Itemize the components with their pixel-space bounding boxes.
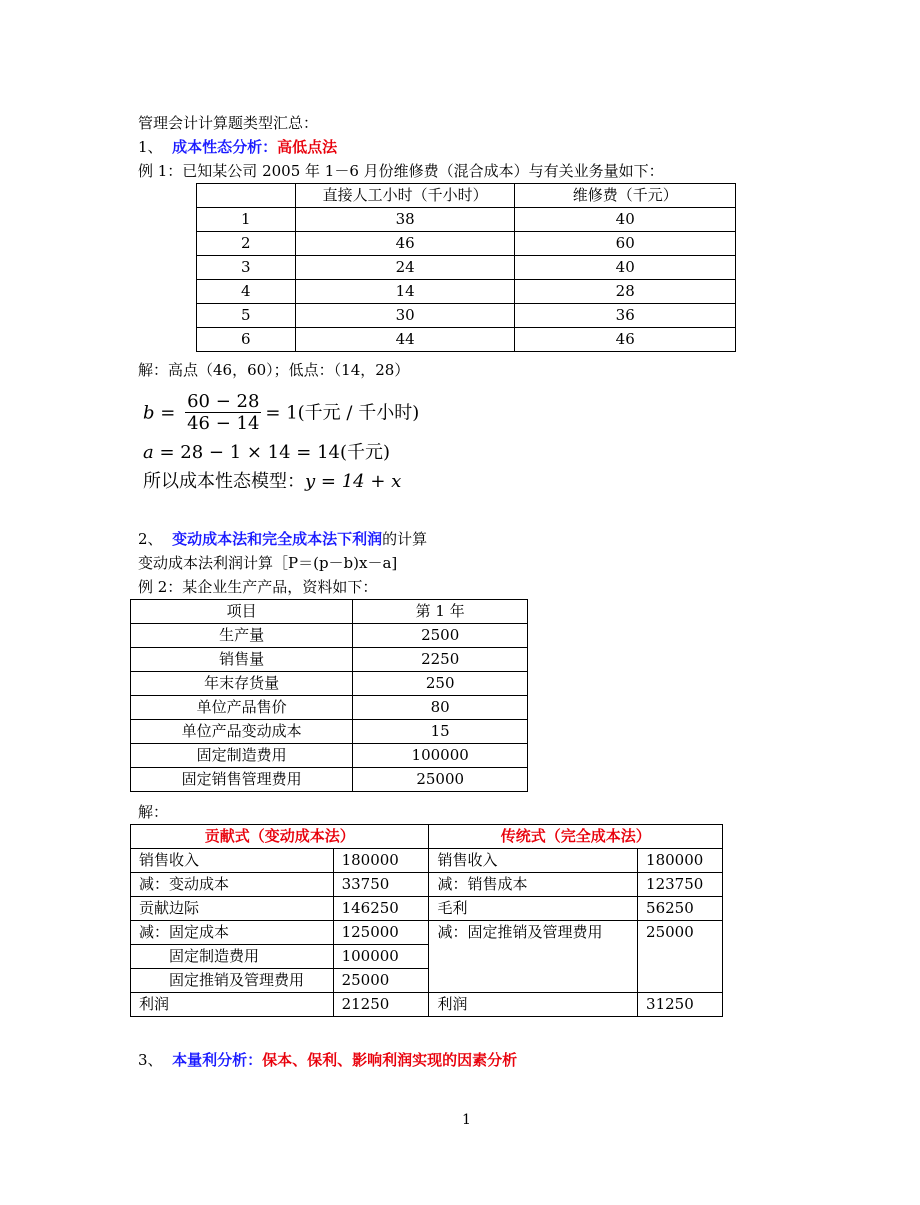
table-row [131, 993, 723, 1017]
table-cell: 36 [515, 304, 736, 328]
table-header-cell: 维修费（千元） [515, 184, 736, 208]
solution1-text: 解：高点（46，60）；低点：（14，28） [138, 361, 410, 379]
table-cell: 25000 [353, 768, 528, 792]
table-cell: 46 [515, 328, 736, 352]
traditional-format-header: 传统式（完全成本法） [429, 825, 723, 849]
table-cell: 31250 [638, 993, 723, 1017]
table-cell: 30 [295, 304, 515, 328]
example1-text: 例 1：已知某公司 2005 年 1－6 月份维修费（混合成本）与有关业务量如下： [138, 162, 664, 180]
table-row [131, 648, 528, 672]
table-cell: 销售收入 [131, 849, 334, 873]
b-result: = 1(千元 / 千小时) [265, 402, 420, 424]
model-equation: y = 14 + x [305, 471, 402, 492]
table-header-row [197, 184, 736, 208]
section3-title [138, 1049, 517, 1071]
table-cell: 2 [197, 232, 296, 256]
table-cell: 38 [295, 208, 515, 232]
table-header-cell: 第 1 年 [353, 600, 528, 624]
table-cell: 减：固定成本 [131, 921, 334, 945]
table-cell: 利润 [131, 993, 334, 1017]
table-cell: 贡献边际 [131, 897, 334, 921]
table-row [197, 208, 736, 232]
fraction-b [185, 392, 261, 435]
table-cell: 100000 [333, 945, 429, 969]
table-cell: 25000 [333, 969, 429, 993]
table-cell: 125000 [333, 921, 429, 945]
table-cell: 单位产品变动成本 [131, 720, 353, 744]
table-row [131, 849, 723, 873]
table-cell: 40 [515, 256, 736, 280]
section2-title-rest: 的计算 [382, 530, 428, 548]
page-number: 1 [462, 1112, 471, 1128]
table-cell: 固定制造费用 [131, 945, 334, 969]
table-cell: 250 [353, 672, 528, 696]
table-cell: 生产量 [131, 624, 353, 648]
table-cell: 46 [295, 232, 515, 256]
table-row [131, 873, 723, 897]
contribution-format-header: 贡献式（变动成本法） [131, 825, 429, 849]
table-row [131, 897, 723, 921]
table-header-row [131, 825, 723, 849]
table-row [131, 768, 528, 792]
table-cell: 减：固定推销及管理费用 [429, 921, 638, 993]
a-result: = 28 − 1 × 14 = 14(千元) [159, 442, 391, 463]
section1-title-blue: 成本性态分析： [172, 138, 278, 156]
formula-a [143, 441, 390, 465]
table-cell: 3 [197, 256, 296, 280]
formula-b: b = $\frac{60 - 28}{46 - 14}$ = 1(千元 / 千小时) [143, 391, 420, 434]
production-data-table [130, 599, 528, 792]
section3-title-red: 保本、保利、影响利润实现的因素分析 [262, 1051, 518, 1069]
fraction-denominator: 46 − 14 [187, 413, 260, 434]
table-cell: 15 [353, 720, 528, 744]
table-cell: 24 [295, 256, 515, 280]
table-cell: 减：变动成本 [131, 873, 334, 897]
cost-model-line [143, 470, 401, 494]
table-row [131, 624, 528, 648]
model-text: 所以成本性态模型： [143, 471, 305, 492]
table-cell: 123750 [638, 873, 723, 897]
table-cell: 44 [295, 328, 515, 352]
table-row [197, 280, 736, 304]
section3-title-blue: 本量利分析： [172, 1051, 263, 1069]
table-cell: 4 [197, 280, 296, 304]
section1-title [138, 136, 337, 158]
table-cell: 2250 [353, 648, 528, 672]
table-cell: 固定制造费用 [131, 744, 353, 768]
table-cell: 固定推销及管理费用 [131, 969, 334, 993]
table-cell: 2500 [353, 624, 528, 648]
section2-number: 2、 [138, 530, 163, 548]
table-cell: 14 [295, 280, 515, 304]
table-row [131, 696, 528, 720]
table-cell: 固定销售管理费用 [131, 768, 353, 792]
table-cell: 年末存货量 [131, 672, 353, 696]
table-row [197, 256, 736, 280]
example2-text: 例 2：某企业生产产品，资料如下： [138, 578, 378, 596]
table-cell: 180000 [333, 849, 429, 873]
table-cell: 销售量 [131, 648, 353, 672]
table-row [197, 304, 736, 328]
fraction-numerator: 60 − 28 [187, 391, 260, 412]
table-cell: 销售收入 [429, 849, 638, 873]
solution2-label: 解： [138, 803, 169, 821]
table-cell: 减：销售成本 [429, 873, 638, 897]
table-cell: 毛利 [429, 897, 638, 921]
table-cell: 100000 [353, 744, 528, 768]
table-cell: 33750 [333, 873, 429, 897]
table-cell: 单位产品售价 [131, 696, 353, 720]
table-row [131, 921, 723, 945]
section3-number: 3、 [138, 1051, 163, 1069]
table-header-cell: 项目 [131, 600, 353, 624]
section2-title-blue: 变动成本法和完全成本法下利润 [172, 530, 383, 548]
table-row [131, 720, 528, 744]
document-heading: 管理会计计算题类型汇总： [138, 114, 319, 132]
table-cell: 80 [353, 696, 528, 720]
table-cell: 21250 [333, 993, 429, 1017]
table-row [131, 744, 528, 768]
profit-comparison-table [130, 824, 723, 1017]
section2-title [138, 528, 427, 550]
table-row [197, 328, 736, 352]
section1-title-red: 高低点法 [277, 138, 338, 156]
var-a: a [143, 442, 154, 463]
table-header-row [131, 600, 528, 624]
table-cell: 利润 [429, 993, 638, 1017]
table-cell: 1 [197, 208, 296, 232]
table-cell: 5 [197, 304, 296, 328]
table-cell: 25000 [638, 921, 723, 993]
maintenance-cost-table [196, 183, 736, 352]
table-row [131, 672, 528, 696]
table-cell: 60 [515, 232, 736, 256]
table-cell: 40 [515, 208, 736, 232]
table-row [197, 232, 736, 256]
var-b: b [143, 402, 155, 424]
table-cell: 180000 [638, 849, 723, 873]
variable-cost-formula: 变动成本法利润计算［P＝(p－b)x－a] [138, 554, 398, 572]
table-header-cell: 直接人工小时（千小时） [295, 184, 515, 208]
table-cell: 56250 [638, 897, 723, 921]
section1-number: 1、 [138, 138, 163, 156]
table-header-cell [197, 184, 296, 208]
table-cell: 28 [515, 280, 736, 304]
table-cell: 6 [197, 328, 296, 352]
table-cell: 146250 [333, 897, 429, 921]
